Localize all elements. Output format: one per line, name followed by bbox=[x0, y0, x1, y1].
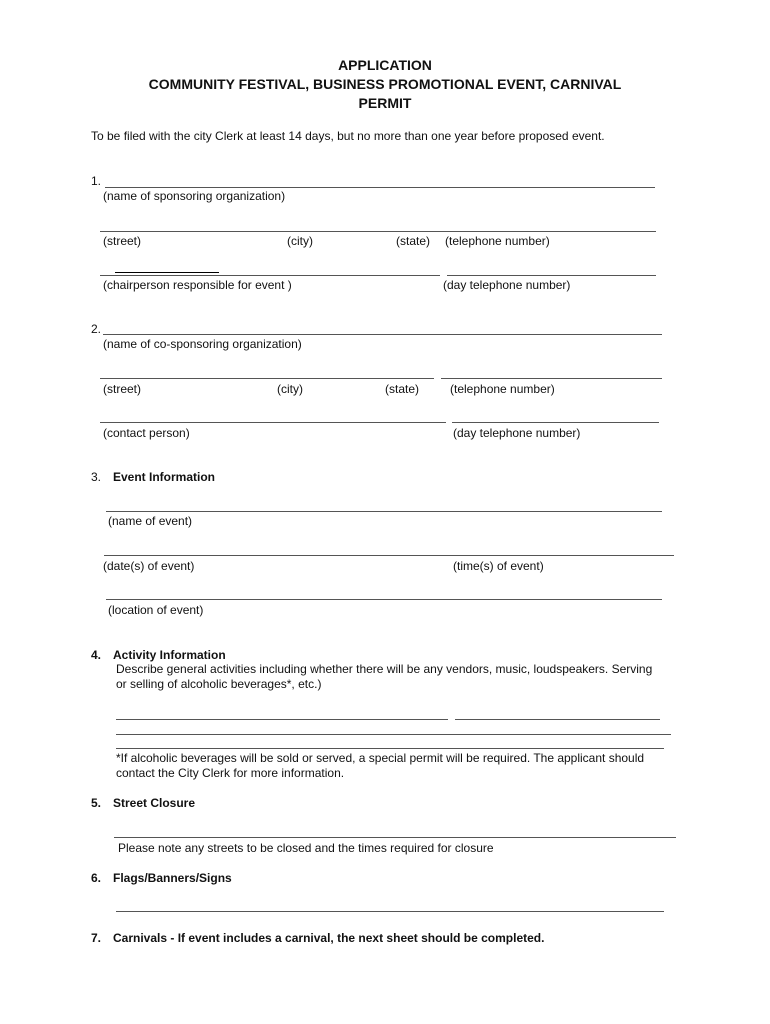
alcohol-note-line-2: contact the City Clerk for more information. bbox=[116, 766, 345, 780]
section1-number: 1. bbox=[91, 174, 102, 188]
title-line-1: APPLICATION bbox=[338, 57, 432, 73]
section5-number: 5. bbox=[91, 796, 102, 810]
cosponsor-city-label: (city) bbox=[277, 382, 303, 396]
flags-banners-signs-field[interactable] bbox=[116, 911, 664, 912]
intro-text: To be filed with the city Clerk at least 14 days, but no more than one year before proposed event. bbox=[91, 129, 605, 143]
section4-number: 4. bbox=[91, 648, 102, 662]
event-date-time-field[interactable] bbox=[104, 555, 674, 556]
sponsor-city-label: (city) bbox=[287, 234, 313, 248]
street-closure-heading: Street Closure bbox=[113, 796, 196, 810]
cosponsor-address-field[interactable] bbox=[100, 378, 434, 379]
activity-description-line-1: Describe general activities including whether there will be any vendors, music, loudspeakers. Serving bbox=[116, 662, 653, 676]
event-name-label: (name of event) bbox=[108, 514, 193, 528]
contact-day-phone-field[interactable] bbox=[452, 422, 659, 423]
chairperson-underline-mark bbox=[115, 272, 219, 273]
contact-person-label: (contact person) bbox=[103, 426, 190, 440]
activity-field-line-1a[interactable] bbox=[116, 719, 448, 720]
cosponsoring-organization-field[interactable] bbox=[103, 334, 662, 335]
alcohol-note-line-1: *If alcoholic beverages will be sold or served, a special permit will be required. The applicant should bbox=[116, 751, 645, 765]
flags-banners-signs-heading: Flags/Banners/Signs bbox=[113, 871, 232, 885]
sponsor-phone-label: (telephone number) bbox=[445, 234, 550, 248]
cosponsor-street-label: (street) bbox=[103, 382, 142, 396]
event-dates-label: (date(s) of event) bbox=[103, 559, 195, 573]
contact-person-field[interactable] bbox=[100, 422, 446, 423]
cosponsoring-organization-label: (name of co-sponsoring organization) bbox=[103, 337, 302, 351]
section3-number: 3. bbox=[91, 470, 102, 484]
chairperson-day-phone-field[interactable] bbox=[447, 275, 656, 276]
activity-information-heading: Activity Information bbox=[113, 648, 226, 662]
activity-field-line-1b[interactable] bbox=[455, 719, 660, 720]
activity-field-line-3[interactable] bbox=[116, 748, 664, 749]
contact-day-phone-label: (day telephone number) bbox=[453, 426, 581, 440]
activity-description-line-2: or selling of alcoholic beverages*, etc.) bbox=[116, 677, 322, 691]
event-times-label: (time(s) of event) bbox=[453, 559, 544, 573]
event-location-label: (location of event) bbox=[108, 603, 204, 617]
event-information-heading: Event Information bbox=[113, 470, 216, 484]
section6-number: 6. bbox=[91, 871, 102, 885]
sponsor-state-label: (state) bbox=[396, 234, 431, 248]
activity-field-line-2[interactable] bbox=[116, 734, 671, 735]
title-line-3: PERMIT bbox=[358, 95, 412, 111]
title-line-2: COMMUNITY FESTIVAL, BUSINESS PROMOTIONAL EVENT, CARNIVAL bbox=[148, 76, 622, 92]
sponsor-street-label: (street) bbox=[103, 234, 142, 248]
street-closure-field[interactable] bbox=[114, 837, 676, 838]
event-name-field[interactable] bbox=[106, 511, 662, 512]
chairperson-field[interactable] bbox=[100, 275, 440, 276]
section2-number: 2. bbox=[91, 322, 102, 336]
carnivals-heading: Carnivals - If event includes a carnival, the next sheet should be completed. bbox=[113, 931, 545, 945]
cosponsor-phone-label: (telephone number) bbox=[450, 382, 555, 396]
event-location-field[interactable] bbox=[106, 599, 662, 600]
sponsoring-organization-label: (name of sponsoring organization) bbox=[103, 189, 286, 203]
section7-number: 7. bbox=[91, 931, 102, 945]
chairperson-label: (chairperson responsible for event ) bbox=[103, 278, 292, 292]
street-closure-note: Please note any streets to be closed and the times required for closure bbox=[118, 841, 494, 855]
cosponsor-state-label: (state) bbox=[385, 382, 420, 396]
sponsoring-organization-field[interactable] bbox=[105, 187, 655, 188]
cosponsor-phone-field[interactable] bbox=[441, 378, 662, 379]
chairperson-day-phone-label: (day telephone number) bbox=[443, 278, 571, 292]
sponsor-address-field[interactable] bbox=[100, 231, 656, 232]
